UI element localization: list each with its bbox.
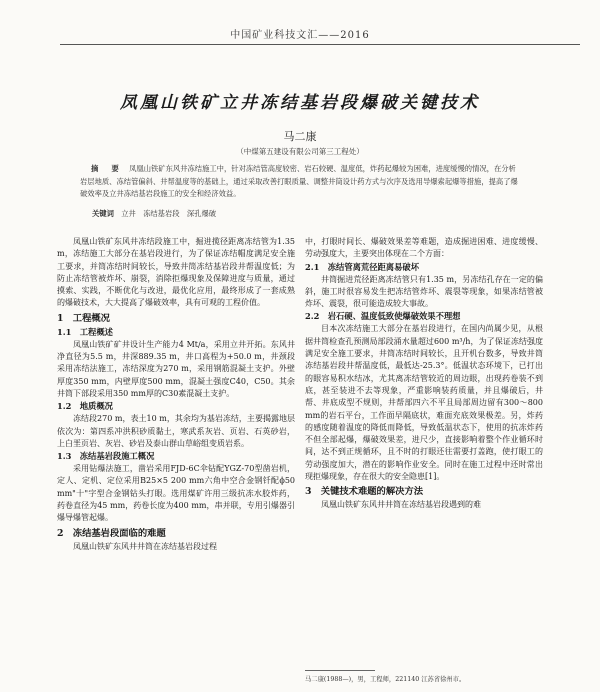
paragraph-2-cont: 中，打眼时间长、爆破效果差等难题，造成掘进困难、进度缓慢、劳动强度大，主要突出体现在二个方面： xyxy=(305,237,543,259)
keywords-label: 关键词 xyxy=(92,209,114,218)
footnote-rule xyxy=(305,670,375,671)
author-footnote: 马二康(1988—)，男，工程师，221140 江苏省徐州市。 xyxy=(305,676,466,683)
subsection-heading-1-1: 1.1 工程概述 xyxy=(57,326,113,337)
paragraph-1-2: 冻结段270 m，表土10 m，其余均为基岩冻结，主要揭露地层依次为：第四系冲洪积砂质黏土，寒武系灰岩、页岩、石英砂岩，上白垩页岩、灰岩、砂岩及泰山群山草峪组变质岩系。 xyxy=(57,414,295,448)
abstract xyxy=(80,163,520,201)
section-heading-1: 1 工程概况 xyxy=(57,312,110,324)
running-header: 中国矿业科技文汇——2016 xyxy=(230,30,370,41)
author-affiliation: （中煤第五建设有限公司第三工程处） xyxy=(236,147,364,156)
subsection-heading-2-1: 2.1 冻结管离荒径距离易破坏 xyxy=(305,261,419,272)
abstract-label: 摘 要 xyxy=(90,164,122,173)
article-title: 凤凰山铁矿立井冻结基岩段爆破关键技术 xyxy=(120,93,480,113)
author-name: 马二康 xyxy=(283,130,317,143)
paragraph-2-2: 目本次冻结施工大部分在基岩段进行，在国内尚属少见，从根据井筒检查孔预测局部段涌水量超过600 m³/h，为了保证冻结强度满足安全施工要求，井筒冻结时间较长，且开机台数多，导致井筒冻结基岩段井帮温度低，最低达-25.3°。低温状态环境下，已打出的眼容易积水结冰，尤其离冻结管较近的周边眼，出现药卷装不到底，甚至装进不去等现象，严重影响装药质量，并且爆破后，井帮、井底成型不规则，井帮部四六不平且局部周边留有300～800 mm的岩石平台，工作面早隔底状，难面充底效果极差。另，炸药的感度随着温度的降低而降低，导致低温状态下，使用的抗冻炸药不但全部起爆，爆破效果差，进尺少，直接影响着整个作业循环时间，达不到正规循环，且不时的打眼还往需要打盖跑，使打眼工的劳动强度加大，潜在的影响作业安全。同时在施工过程中还时常出现拒爆现象，存在很大的安全隐患[1]。 xyxy=(305,324,543,482)
paragraph-1-1: 凤凰山铁矿矿井设计生产能力4 Mt/a，采用立井开拓。东风井净直径为5.5 m，井深889.35 m，井口高程为+50.0 m，井颈段采用冻结法施工，冻结深度为270 m，采用钢筋混凝土支护。外壁厚度350 mm，内壁厚度500 mm，混凝土强度C40，C50。其余井筒下部段采用350 mm厚的C30素混凝土支护。 xyxy=(57,339,295,398)
paragraph-2-start: 凤凰山铁矿东风井井筒在冻结基岩段过程 xyxy=(73,541,217,551)
paragraph-3-start: 凤凰山铁矿东风井井筒在冻结基岩段遇到的难 xyxy=(321,500,481,510)
subsection-heading-1-3: 1.3 冻结基岩段施工概况 xyxy=(57,451,155,462)
header-rule xyxy=(60,44,580,45)
subsection-heading-1-2: 1.2 地质概况 xyxy=(57,401,113,412)
subsection-heading-2-2: 2.2 岩石硬、温度低致使爆破效果不理想 xyxy=(305,311,461,322)
abstract-text: 凤凰山铁矿东风井冻结施工中，针对冻结管高度较密、岩石较硬、温度低，炸药起爆较为困难，进度缓慢的情况，在分析岩层地质、冻结管偏斜、井帮温度等的基础上，通过采取改善打眼质量、调整井筒设计药方式与次序及选用导爆索起爆等措施，提高了爆破效率及立井冻结基岩段施工的安全和经济效益。 xyxy=(80,164,518,198)
section-heading-2: 2 冻结基岩段面临的难题 xyxy=(57,527,166,539)
paragraph-1-3: 采用钻爆法施工，凿岩采用FJD-6C伞钻配YGZ-70型凿岩机，定人、定机、定位采用B25×5 200 mm六角中空合金钢钎配ϕ50 mm"十"字型合金钢钻头打眼。选用煤矿许用三级抗冻水胶炸药，药卷直径为45 mm，药卷长度为400 mm，串并联，专用引爆器引爆导爆管起爆。 xyxy=(57,464,295,523)
keywords-text: 立井 冻结基岩段 深孔爆破 xyxy=(121,209,217,218)
paragraph-2-1: 井筒掘进荒径距离冻结管只有1.35 m，另冻结孔存在一定的偏斜，施工时很容易发生把冻结管炸坏、震裂等现象，如果冻结管被炸坏、震裂，很可能造成较大事故。 xyxy=(305,274,543,309)
keywords xyxy=(92,209,522,219)
intro-paragraph: 凤凰山铁矿东风井冻结段施工中，掘进揽径距离冻结管为1.35 m，冻结施工大部分在基岩段进行，为了保证冻结帽度满足安全施工要求，并筒冻结时间较长，导致井筒冻结基岩段井帮温度低；为防止冻结管被炸坏、崩裂，消除拒爆现象及保障进度与质量，通过摸索、实践，不断优化与改进，最优化应用，最终形成了一套成熟的爆破技术，大大提高了爆破效率，具有可观的工程价值。 xyxy=(57,237,295,308)
left-column xyxy=(57,236,295,553)
section-heading-3: 3 关键技术难题的解决方法 xyxy=(305,486,424,498)
right-column xyxy=(305,236,543,512)
